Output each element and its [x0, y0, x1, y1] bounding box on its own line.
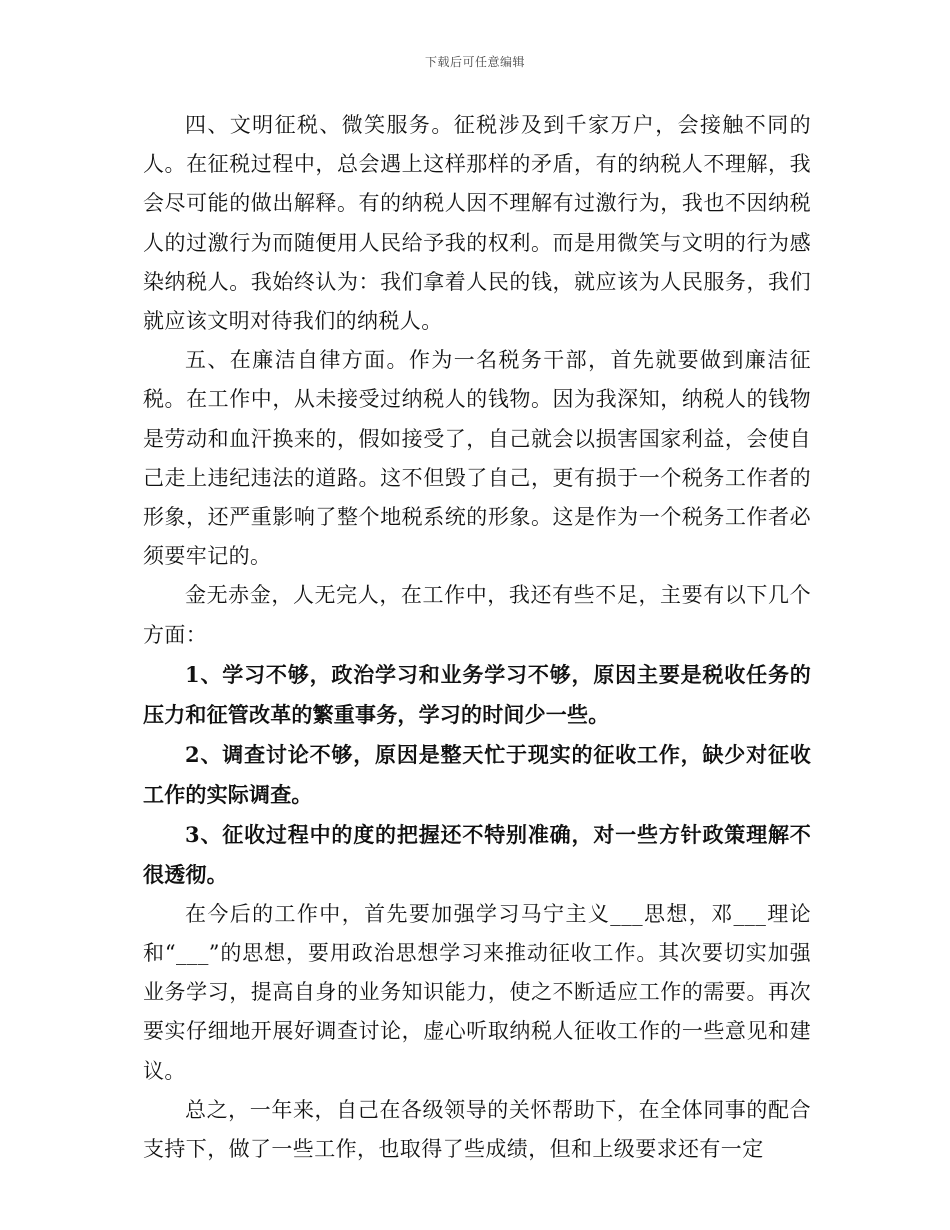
paragraph-future-plans: 在今后的工作中，首先要加强学习马宁主义___思想，邓___理论和“___”的思想，要用政治思想学习来推动征收工作。其次要切实加强业务学习，提高自身的业务知识能力，使之不断适应工作的需要。再次要实仔细地开展好调查讨论，虚心听取纳税人征收工作的一些意见和建议。	[143, 901, 811, 1083]
paragraph-shortcoming-3: 3、征收过程中的度的把握还不特别准确，对一些方针政策理解不很透彻。	[143, 821, 811, 887]
paragraph-integrity-self-discipline: 五、在廉洁自律方面。作为一名税务干部，首先就要做到廉洁征税。在工作中，从未接受过纳税人的钱物。因为我深知，纳税人的钱物是劳动和血汗换来的，假如接受了，自己就会以损害国家利益，会使自己走上违纪违法的道路。这不但毁了自己，更有损于一个税务工作者的形象，还严重影响了整个地税系统的形象。这是作为一个税务工作者必须要牢记的。	[143, 348, 811, 569]
document-body	[143, 106, 811, 1169]
paragraph-shortcomings-intro: 金无赤金，人无完人，在工作中，我还有些不足，主要有以下几个方面：	[143, 583, 811, 647]
paragraph-civilized-tax-service: 四、文明征税、微笑服务。征税涉及到千家万户，会接触不同的人。在征税过程中，总会遇上这样那样的矛盾，有的纳税人不理解，我会尽可能的做出解释。有的纳税人因不理解有过激行为，我也不因纳税人的过激行为而随便用人民给予我的权利。而是用微笑与文明的行为感染纳税人。我始终认为：我们拿着人民的钱，就应该为人民服务，我们就应该文明对待我们的纳税人。	[143, 113, 811, 334]
paragraph-shortcoming-1: 1、学习不够，政治学习和业务学习不够，原因主要是税收任务的压力和征管改革的繁重事务，学习的时间少一些。	[143, 661, 811, 727]
paragraph-shortcoming-2: 2、调查讨论不够，原因是整天忙于现实的征收工作，缺少对征收工作的实际调查。	[143, 741, 811, 807]
page-header: 下载后可任意编辑	[424, 55, 525, 69]
paragraph-summary: 总之，一年来，自己在各级领导的关怀帮助下，在全体同事的配合支持下，做了一些工作，也取得了些成绩，但和上级要求还有一定	[143, 1097, 811, 1162]
